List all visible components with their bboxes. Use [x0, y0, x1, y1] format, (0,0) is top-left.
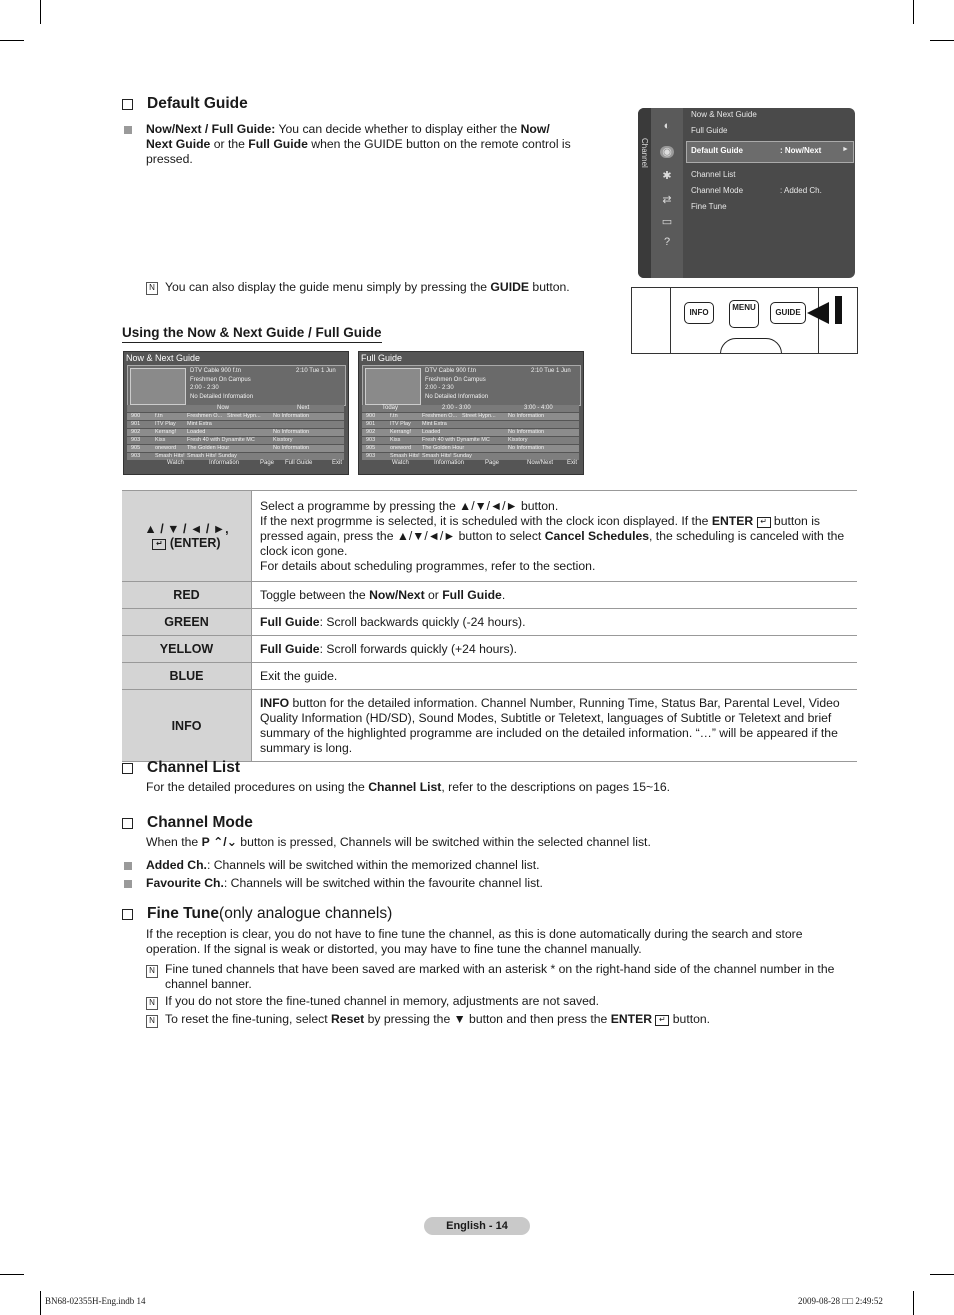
fg-datetime: 2:10 Tue 1 Jun [531, 368, 571, 374]
using-guide-subheading: Using the Now & Next Guide / Full Guide [122, 325, 382, 343]
remote-control-illustration [631, 287, 858, 354]
added-ch-item: Added Ch.: Channels will be switched within the memorized channel list. [146, 858, 540, 872]
full_guide_screen-cell-c: No Information [508, 429, 545, 435]
menu-item-fine-tune: Fine Tune [691, 202, 727, 211]
full_guide_screen-cell-c: No Information [508, 413, 545, 419]
fg-programme: Freshmen On Campus [425, 377, 486, 383]
full_guide_screen-cell-ch: ITV Play [390, 421, 411, 427]
table-row [122, 491, 857, 582]
programme-thumbnail [365, 368, 421, 405]
fine-tune-paragraph: If the reception is clear, you do not have to fine tune the channel, as this is done automatically during the search and store operation. If the signal is weak or distorted, you may have to fine tune the channel manually. [146, 927, 803, 956]
table-row [362, 421, 579, 428]
key-green: GREEN [122, 609, 252, 636]
fg-time: 2:00 - 2:30 [425, 385, 454, 391]
key-arrows: ▲ / ▼ / ◄ / ►, ↵ (ENTER) [122, 491, 252, 582]
full_guide_screen-cell-a: Loaded [422, 429, 441, 435]
table-row [362, 429, 579, 436]
full_guide_screen-cell-ch: oneword [390, 445, 412, 451]
fine-tune-note-2: If you do not store the fine-tuned channel in memory, adjustments are not saved. [165, 994, 600, 1008]
enter-icon: ↵ [152, 539, 166, 550]
guide-button-note: You can also display the guide menu simply by pressing the GUIDE button. [165, 280, 570, 294]
full_guide_screen-cell-num: 903 [366, 437, 376, 443]
channel-mode-intro: When the P ⌃/⌄ button is pressed, Channels will be switched within the selected channel list. [146, 835, 651, 849]
full_guide_screen-cell-ch: Smash Hits! [390, 453, 420, 459]
note-icon: N [146, 1015, 158, 1028]
now_next_screen-cell-now: Freshmen O... [187, 413, 223, 419]
fine-tune-heading: Fine Tune (only analogue channels) [122, 905, 392, 923]
nn-time: 2:00 - 2:30 [190, 385, 219, 391]
now_next_screen-cell-ch: Kiss [155, 437, 166, 443]
crop-mark [0, 40, 24, 41]
full_guide_screen-cell-a: Mint Extra [422, 421, 447, 427]
now_next_screen-cell-next: No Information [273, 445, 310, 451]
nn-info: No Detailed Information [190, 394, 254, 400]
arrow-tail-icon [835, 296, 842, 324]
menu-icon-column [651, 108, 683, 278]
fg-channel: DTV Cable 900 f.tn [425, 368, 477, 374]
arrow-pointer-icon [807, 302, 829, 324]
table-row [127, 445, 344, 452]
bullet-square-icon [124, 880, 132, 888]
note-icon: N [146, 282, 158, 295]
fg-foot-watch: Watch [392, 460, 409, 466]
nn-foot-exit: Exit [332, 460, 343, 466]
now_next_screen-cell-ch: oneword [155, 445, 177, 451]
nn-foot-watch: Watch [167, 460, 184, 466]
desc-info: INFO button for the detailed information. Channel Number, Running Time, Status Bar, Parental Level, Video Quality Information (HD/SD), Sound Modes, Subtitle or Teletext, languages of Subtitle or Teletext and brief summary of the highlighted programme are included on the detailed information. “…” will be appeared if the summary is long. [252, 690, 858, 762]
application-icon: ▭ [661, 216, 673, 228]
crop-mark [40, 0, 41, 24]
nn-foot-full: Full Guide [285, 460, 313, 466]
now_next_screen-cell-num: 903 [131, 437, 141, 443]
now_next_screen-cell-now: Mint Extra [187, 421, 212, 427]
guide-key-table [122, 490, 857, 762]
now_next_screen-cell-now: Smash Hits! Sunday [187, 453, 237, 459]
desc-green: Full Guide: Scroll backwards quickly (-24 hours). [252, 609, 858, 636]
nn-header-row [127, 405, 344, 412]
crop-mark [0, 1274, 24, 1275]
table-row [122, 582, 857, 609]
fg-foot-page: Page [485, 460, 500, 466]
full_guide_screen-cell-a: Fresh 40 with Dynamite MC [422, 437, 490, 443]
menu-item-channel-list: Channel List [691, 170, 736, 179]
menu-item-full-guide: Full Guide [691, 126, 728, 135]
full_guide_screen-cell-num: 902 [366, 429, 376, 435]
table-row [122, 636, 857, 663]
full_guide_screen-cell-num: 901 [366, 421, 376, 427]
desc-blue: Exit the guide. [252, 663, 858, 690]
full_guide_screen-cell-a: Freshmen O... [422, 413, 458, 419]
crop-mark [930, 1274, 954, 1275]
channel-list-heading: Channel List [122, 759, 240, 777]
menu-item-now-next-guide: Now & Next Guide [691, 110, 757, 119]
menu-item-default-guide: Default Guide [691, 146, 744, 155]
now_next_screen-cell-num: 901 [131, 421, 141, 427]
full_guide_screen-cell-c: Kisstory [508, 437, 528, 443]
nn-foot-page: Page [260, 460, 275, 466]
menu-button: MENU [729, 300, 759, 328]
checkbox-icon [122, 818, 133, 829]
fg-info: No Detailed Information [425, 394, 489, 400]
nn-datetime: 2:10 Tue 1 Jun [296, 368, 336, 374]
fg-foot-exit: Exit [567, 460, 578, 466]
programme-thumbnail [130, 368, 186, 405]
enter-icon: ↵ [757, 517, 771, 528]
fg-col-2: 3:00 - 4:00 [524, 405, 553, 411]
support-icon: ? [663, 236, 671, 248]
input-icon: ⇄ [662, 194, 672, 206]
full_guide_screen-cell-a: The Golden Hour [422, 445, 465, 451]
table-row [127, 421, 344, 428]
key-blue: BLUE [122, 663, 252, 690]
menu-channel-mode-value: : Added Ch. [780, 186, 822, 195]
crop-mark [913, 0, 914, 24]
full-guide-screenshot [358, 351, 584, 475]
menu-default-guide-value: : Now/Next [780, 146, 822, 155]
channel-menu-screenshot [638, 108, 855, 278]
full_guide_screen-cell-a: Smash Hits! Sunday [422, 453, 472, 459]
channel-icon: ◉ [660, 146, 674, 158]
checkbox-icon [122, 99, 133, 110]
remote-edge-left [670, 288, 671, 353]
table-row [127, 413, 344, 420]
fine-tune-note-1: Fine tuned channels that have been saved are marked with an asterisk * on the right-hand side of the channel number in the channel banner. [165, 962, 835, 991]
footer-timestamp: 2009-08-28 □□ 2:49:52 [798, 1296, 883, 1306]
full_guide_screen-cell-num: 900 [366, 413, 376, 419]
desc-red: Toggle between the Now/Next or Full Guide. [252, 582, 858, 609]
now_next_screen-cell-ch: f.tn [155, 413, 163, 419]
page-number-badge: English - 14 [424, 1217, 530, 1235]
now_next_screen-cell-ch: Smash Hits! [155, 453, 185, 459]
footer-file-name: BN68-02355H-Eng.indb 14 [45, 1296, 146, 1306]
menu-side-label: Channel [640, 138, 649, 168]
now_next_screen-cell-ch: ITV Play [155, 421, 176, 427]
now_next_screen-cell-now: The Golden Hour [187, 445, 230, 451]
key-yellow: YELLOW [122, 636, 252, 663]
table-row [362, 453, 579, 460]
bullet-square-icon [124, 126, 132, 134]
menu-strip [638, 108, 651, 278]
fg-footer [362, 460, 579, 470]
now_next_screen-cell-next: No Information [273, 429, 310, 435]
desc-arrows: Select a programme by pressing the ▲/▼/◄/► button. If the next progrmme is selected, it is scheduled with the clock icon displayed. If the ENTER ↵ button is pressed again, press the ▲/▼/◄/► button to select Cancel Schedules, the scheduling is canceled with the clock icon gone. For details about scheduling programmes, refer to the section. [252, 491, 858, 582]
table-row [362, 437, 579, 444]
now-next-info-panel [127, 365, 346, 406]
fg-foot-nownext: Now/Next [527, 460, 554, 466]
nn-channel: DTV Cable 900 f.tn [190, 368, 242, 374]
note-icon: N [146, 997, 158, 1010]
table-row [122, 609, 857, 636]
default-guide-heading: Default Guide [122, 95, 248, 113]
menu-item-channel-mode: Channel Mode [691, 186, 744, 195]
full_guide_screen-cell-num: 903 [366, 453, 376, 459]
guide-button: GUIDE [770, 302, 806, 324]
full_guide_screen-cell-num: 905 [366, 445, 376, 451]
fg-foot-info: Information [434, 460, 465, 466]
full_guide_screen-cell-b: Street Hypn... [462, 413, 496, 419]
menu-arrow-right-icon: ► [842, 146, 849, 153]
now-next-title: Now & Next Guide [126, 353, 201, 363]
full_guide_screen-cell-ch: f.tn [390, 413, 398, 419]
full_guide_screen-cell-ch: Kerrang! [390, 429, 412, 435]
full-guide-title: Full Guide [361, 353, 403, 363]
now_next_screen-cell-now2: Street Hypn... [227, 413, 261, 419]
key-info: INFO [122, 690, 252, 762]
checkbox-icon [122, 909, 133, 920]
table-row [127, 429, 344, 436]
now_next_screen-cell-ch: Kerrang! [155, 429, 177, 435]
fg-col-today: Today [382, 405, 399, 411]
channel-up-down-icon: ⌃/⌄ [213, 835, 237, 849]
full-guide-info-panel [362, 365, 581, 406]
picture-icon: ◐ [663, 120, 671, 132]
now_next_screen-cell-num: 903 [131, 453, 141, 459]
table-row [122, 663, 857, 690]
crop-mark [930, 40, 954, 41]
table-row [122, 690, 857, 762]
table-row [127, 437, 344, 444]
favourite-ch-item: Favourite Ch.: Channels will be switched within the favourite channel list. [146, 876, 543, 890]
now_next_screen-cell-next: No Information [273, 413, 310, 419]
table-row [362, 413, 579, 420]
full_guide_screen-cell-ch: Kiss [390, 437, 401, 443]
channel-mode-heading: Channel Mode [122, 814, 253, 832]
enter-icon: ↵ [655, 1015, 669, 1026]
now_next_screen-cell-now: Loaded [187, 429, 206, 435]
bullet-square-icon [124, 862, 132, 870]
fine-tune-note-3: To reset the fine-tuning, select Reset by pressing the ▼ button and then press the ENTER ↵ button. [165, 1012, 711, 1026]
now_next_screen-cell-num: 902 [131, 429, 141, 435]
nn-col-now: Now [217, 405, 230, 411]
crop-mark [40, 1291, 41, 1315]
nn-programme: Freshmen On Campus [190, 377, 251, 383]
key-red: RED [122, 582, 252, 609]
dpad-ring-icon [720, 338, 782, 354]
nn-col-next: Next [297, 405, 310, 411]
now_next_screen-cell-num: 900 [131, 413, 141, 419]
now_next_screen-cell-now: Fresh 40 with Dynamite MC [187, 437, 255, 443]
info-button: INFO [684, 302, 714, 324]
full_guide_screen-cell-c: No Information [508, 445, 545, 451]
table-row [127, 453, 344, 460]
setup-gear-icon: ✱ [662, 170, 672, 182]
checkbox-icon [122, 763, 133, 774]
nn-foot-info: Information [209, 460, 240, 466]
now_next_screen-cell-num: 905 [131, 445, 141, 451]
fg-header-row [362, 405, 579, 412]
crop-mark [913, 1291, 914, 1315]
desc-yellow: Full Guide: Scroll forwards quickly (+24 hours). [252, 636, 858, 663]
nn-footer [127, 460, 344, 470]
now_next_screen-cell-next: Kisstory [273, 437, 293, 443]
channel-list-text: For the detailed procedures on using the Channel List, refer to the descriptions on pages 15~16. [146, 780, 671, 794]
note-icon: N [146, 965, 158, 978]
table-row [362, 445, 579, 452]
now-next-guide-screenshot [123, 351, 349, 475]
fg-col-1: 2:00 - 3:00 [442, 405, 471, 411]
default-guide-description: Now/Next / Full Guide: You can decide whether to display either the Now/ Next Guide or the Full Guide when the GUIDE button on the remote control is pressed. [146, 122, 571, 166]
